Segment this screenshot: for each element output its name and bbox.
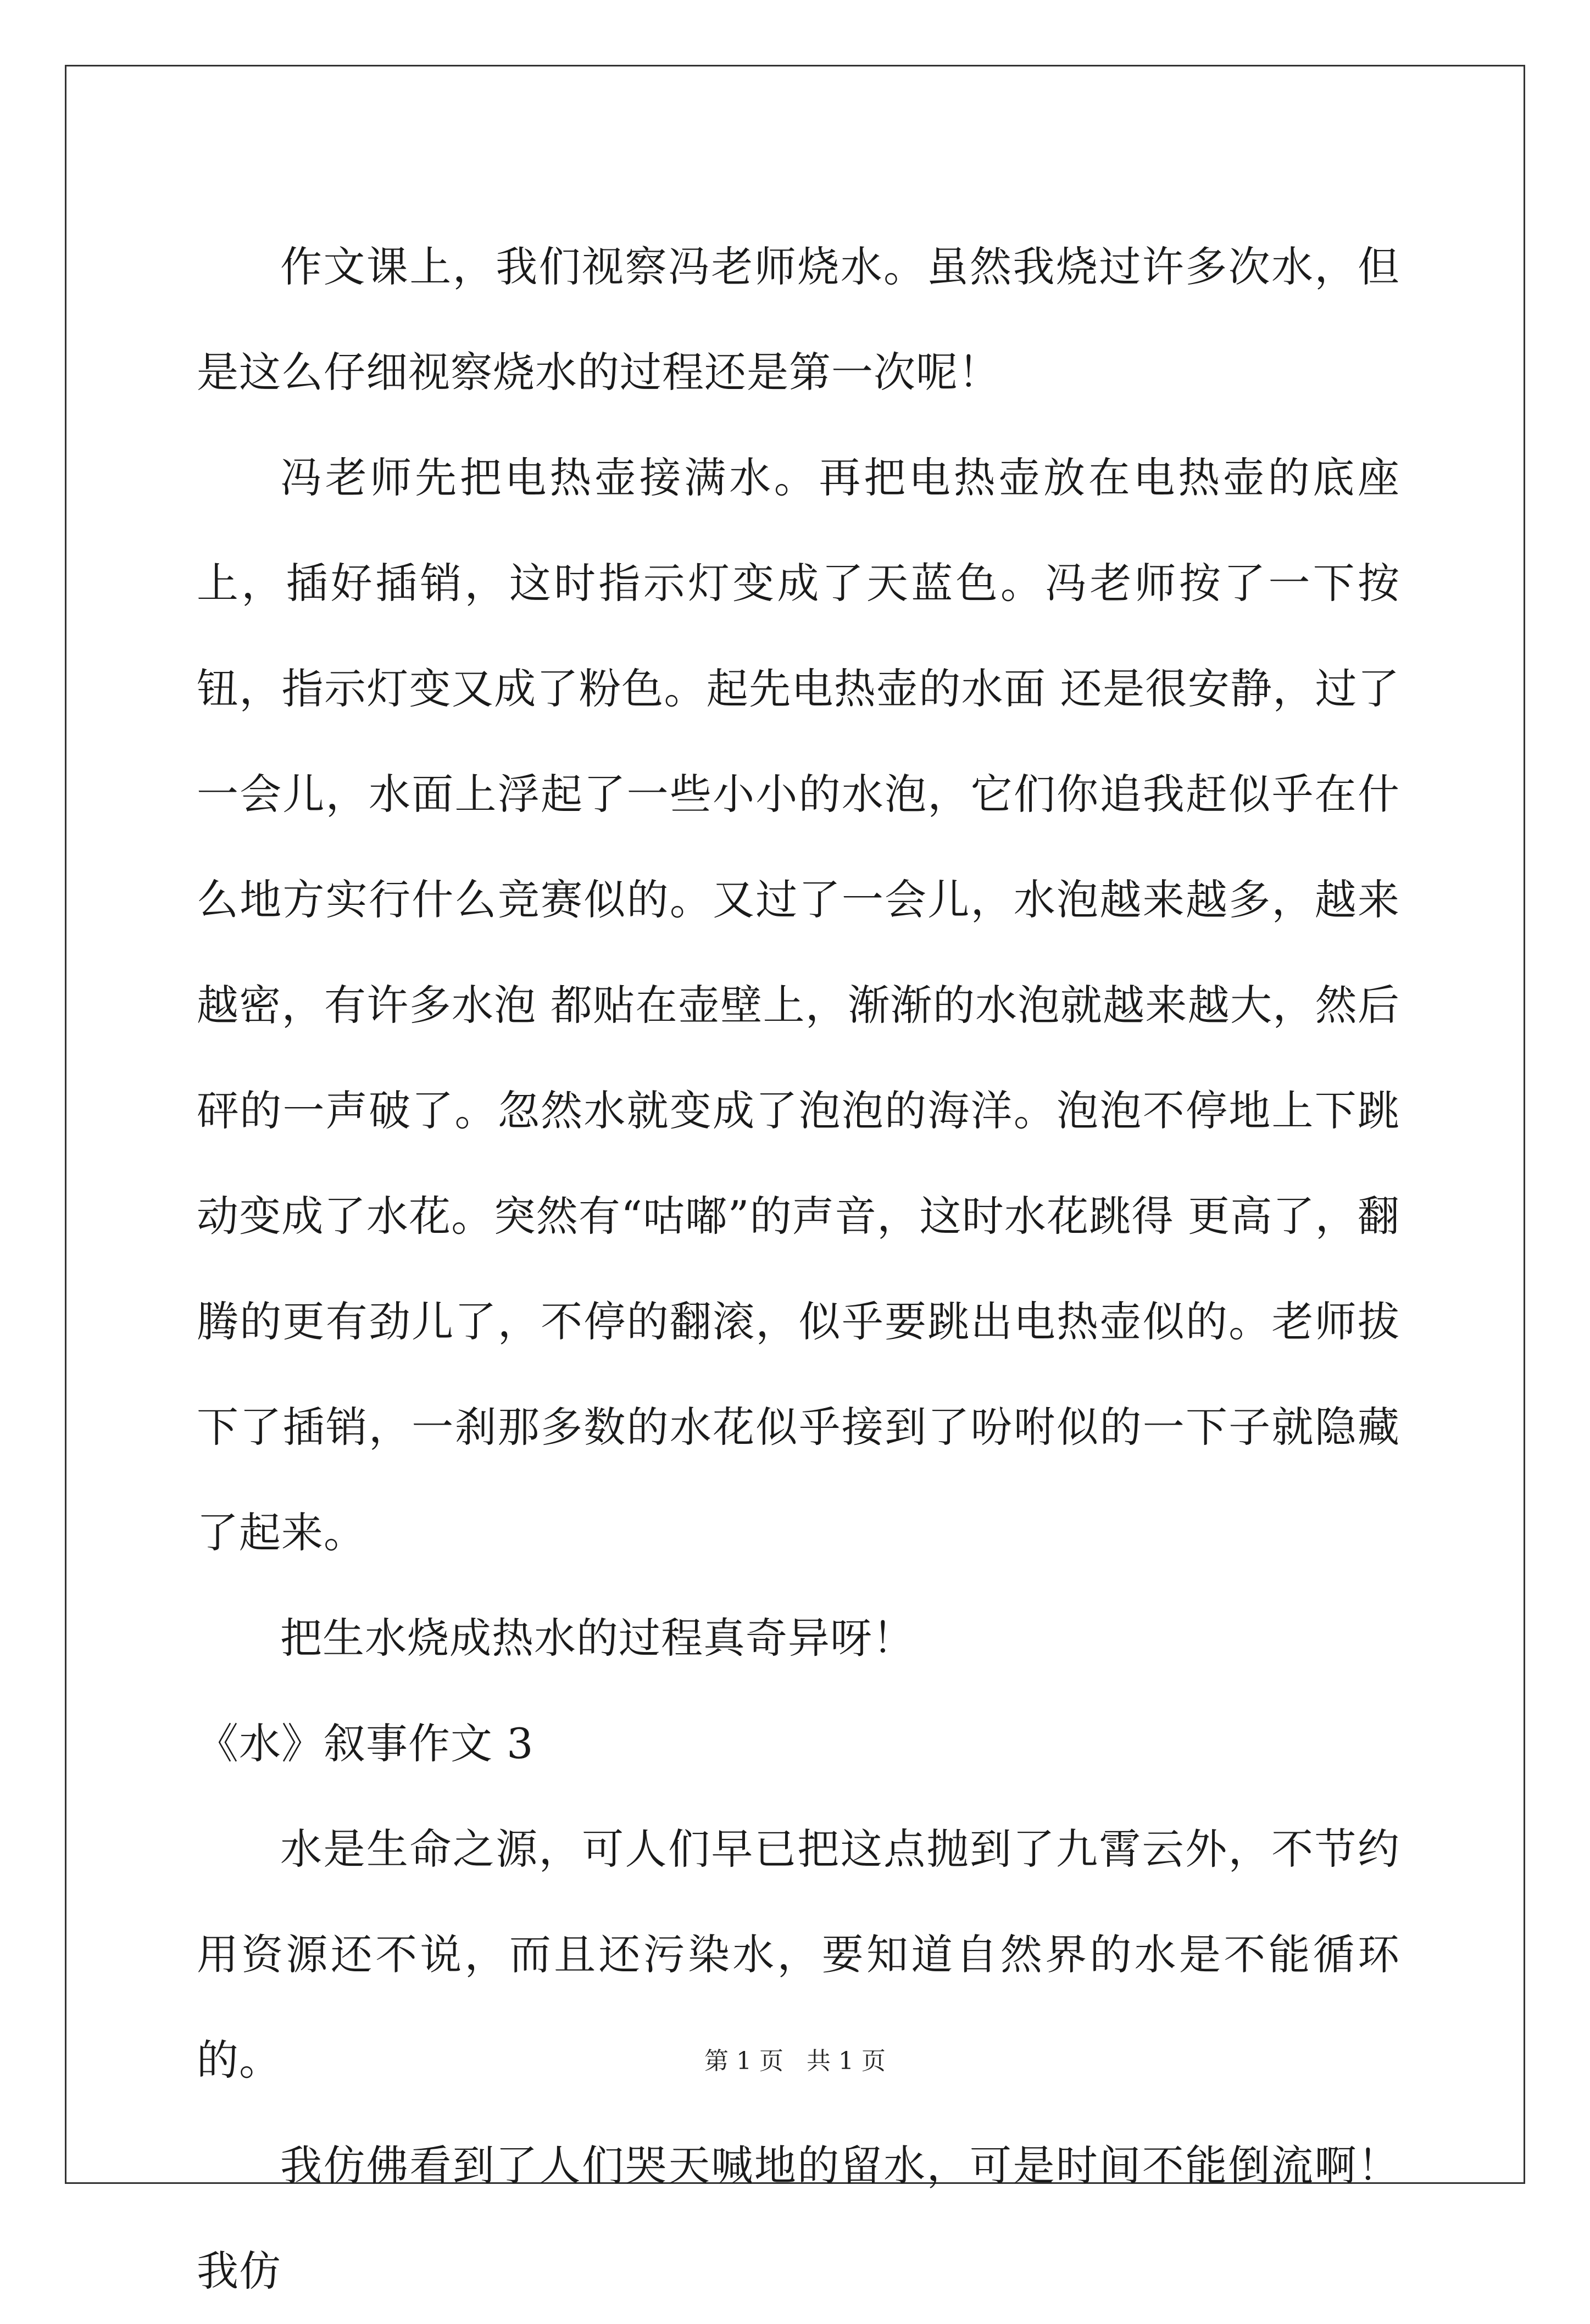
- paragraph-1: 作文课上，我们视察冯老师烧水。虽然我烧过许多次水，但是这么仔细视察烧水的过程还是第一次呢！: [197, 242, 1400, 397]
- paragraph-5: 我仿佛看到了人们哭天喊地的留水，可是时间不能倒流啊！我仿: [197, 2141, 1400, 2295]
- paragraph-4: 水是生命之源，可人们早已把这点抛到了九霄云外，不节约用资源还不说，而且还污染水，要知道自然界的水是不能循环的。: [197, 1825, 1400, 2084]
- paragraph-3: 把生水烧成热水的过程真奇异呀！: [280, 1614, 915, 1663]
- paragraph-2: 冯老师先把电热壶接满水。再把电热壶放在电热壶的底座上，插好插销，这时指示灯变成了天蓝色。冯老师按了一下按钮，指示灯变又成了粉色。起先电热壶的水面 还是很安静，过了一会儿，水面上浮起了一些小小的水泡，它们你追我赶似乎在什么地方实行什么竞赛似的。又过了一会儿，水泡越来越多，越来越密，有许多水泡 都贴在壶壁上，渐渐的水泡就越来越大，然后砰的一声破了。忽然水就变成了泡泡的海洋。泡泡不停地上下跳动变成了水花。突然有“咕嘟”的声音，这时水花跳得 更高了，翻腾的更有劲儿了，不停的翻滚，似乎要跳出电热壶似的。老师拔下了插销，一刹那多数的水花似乎接到了吩咐似的一下子就隐藏了起来。: [197, 453, 1400, 1557]
- section-heading: 《水》叙事作文 3: [197, 1719, 534, 1768]
- page-number: 第 1 页: [704, 2047, 783, 2075]
- page-total: 共 1 页: [807, 2047, 886, 2075]
- page-footer: [0, 2045, 1590, 2078]
- document-body: [197, 214, 1400, 2324]
